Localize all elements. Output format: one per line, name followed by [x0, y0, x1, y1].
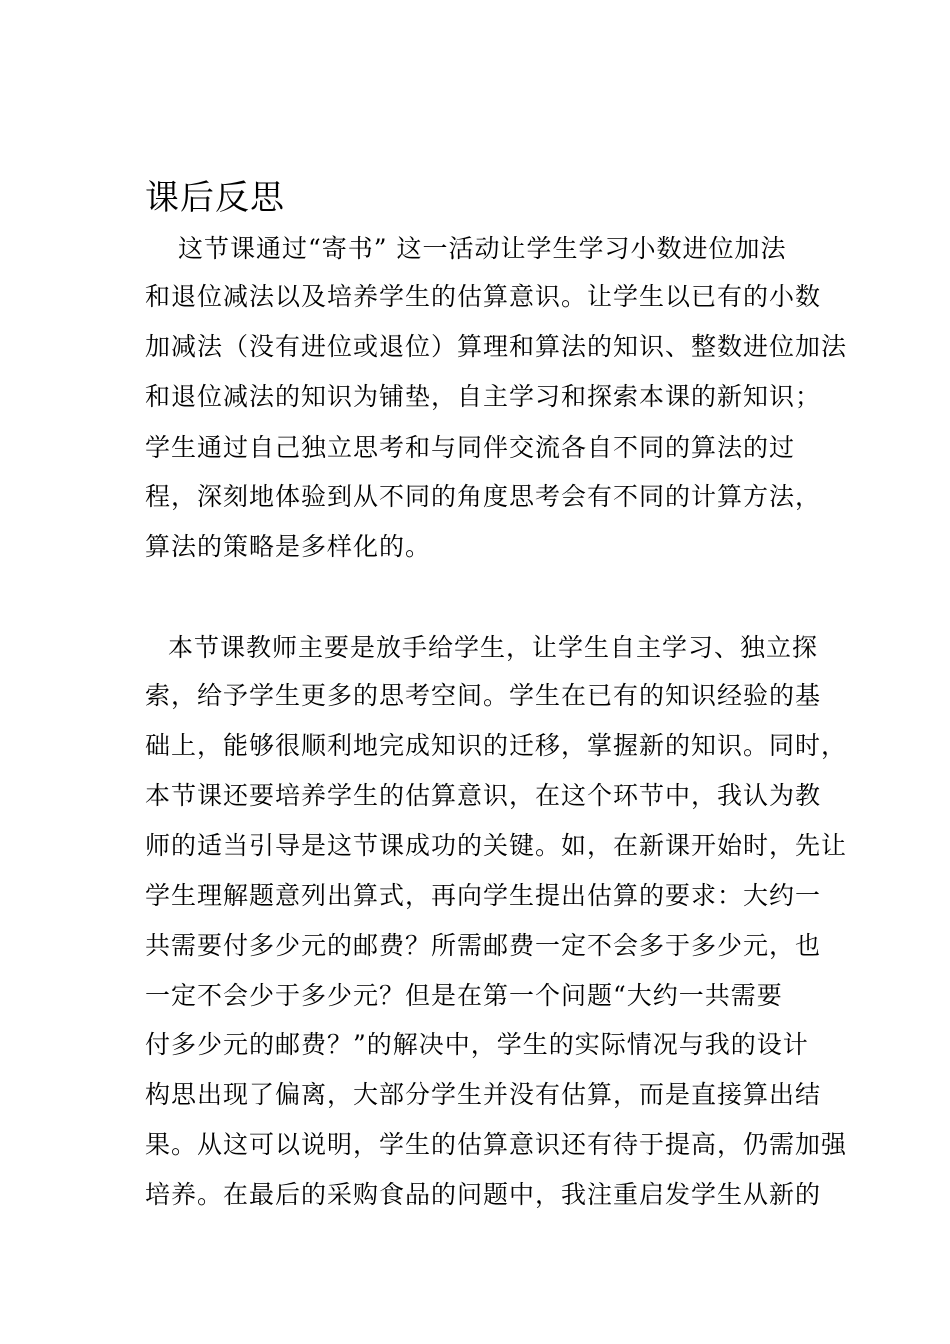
paragraph-2-line: 培养。在最后的采购食品的问题中，我注重启发学生从新的 [145, 1180, 822, 1209]
paragraph-1-line: 这节课通过“寄书” 这一活动让学生学习小数进位加法 [178, 234, 787, 263]
paragraph-2-line: 构思出现了偏离，大部分学生并没有估算，而是直接算出结 [145, 1080, 822, 1109]
paragraph-2-line: 索，给予学生更多的思考空间。学生在已有的知识经验的基 [145, 681, 822, 710]
paragraph-2-line: 共需要付多少元的邮费？所需邮费一定不会多于多少元，也 [145, 931, 822, 960]
paragraph-2-line: 础上，能够很顺利地完成知识的迁移，掌握新的知识。同时， [145, 731, 848, 760]
paragraph-2-line: 一定不会少于多少元？但是在第一个问题“大约一共需要 [145, 981, 783, 1010]
paragraph-2-line: 本节课教师主要是放手给学生，让学生自主学习、独立探 [168, 633, 819, 662]
paragraph-2-line: 师的适当引导是这节课成功的关键。如，在新课开始时，先让 [145, 831, 848, 860]
paragraph-2-line: 果。从这可以说明，学生的估算意识还有待于提高，仍需加强 [145, 1130, 848, 1159]
paragraph-1-line: 和退位减法以及培养学生的估算意识。让学生以已有的小数 [145, 282, 822, 311]
paragraph-1-line: 学生通过自己独立思考和与同伴交流各自不同的算法的过 [145, 433, 796, 462]
paragraph-2-line: 本节课还要培养学生的估算意识，在这个环节中，我认为教 [145, 781, 822, 810]
page-title: 课后反思 [145, 178, 285, 218]
paragraph-2-line: 付多少元的邮费？”的解决中，学生的实际情况与我的设计 [145, 1030, 809, 1059]
paragraph-2-line: 学生理解题意列出算式，再向学生提出估算的要求：大约一 [145, 881, 822, 910]
paragraph-1-line: 和退位减法的知识为铺垫，自主学习和探索本课的新知识； [145, 382, 822, 411]
paragraph-1-line: 程，深刻地体验到从不同的角度思考会有不同的计算方法， [145, 482, 822, 511]
paragraph-1-line: 算法的策略是多样化的。 [145, 532, 432, 561]
paragraph-1-line: 加减法（没有进位或退位）算理和算法的知识、整数进位加法 [145, 332, 848, 361]
